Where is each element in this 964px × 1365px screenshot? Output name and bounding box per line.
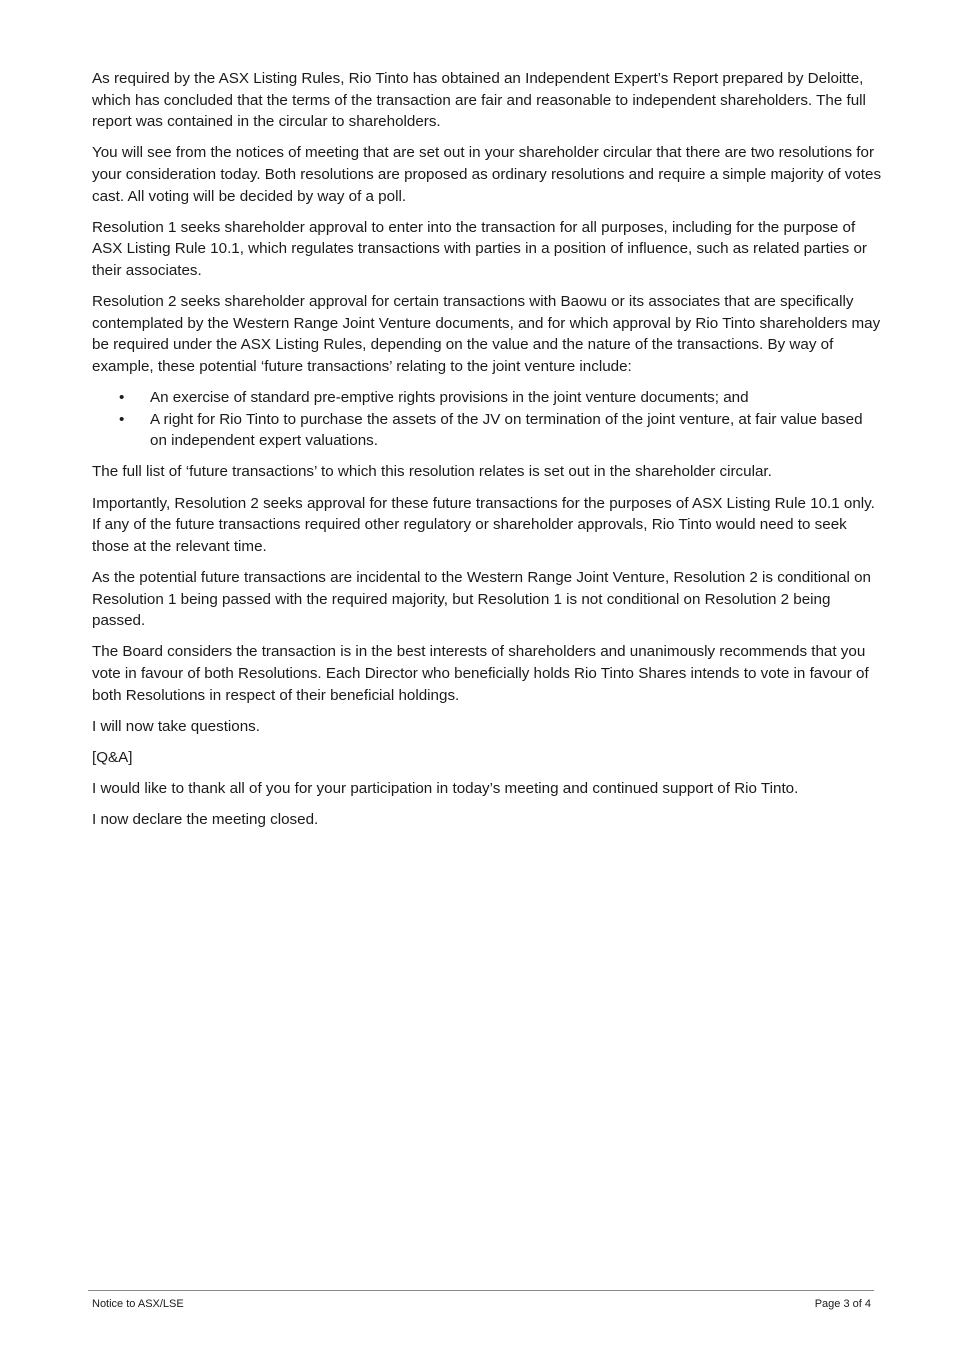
paragraph-notices-of-meeting: You will see from the notices of meeting that are set out in your shareholder circular that there are two resolutions for your consideration today. Both resolutions are proposed as ordinary resolutions and require a simple majority of votes cast. All voting will be decided by way of a poll. xyxy=(92,144,882,205)
list-item xyxy=(92,409,882,452)
paragraph-closing: I now declare the meeting closed. xyxy=(92,811,319,829)
paragraph-thanks: I would like to thank all of you for your participation in today’s meeting and continued support of Rio Tinto. xyxy=(92,780,799,798)
paragraph-listing-rule-10-1: Importantly, Resolution 2 seeks approval for these future transactions for the purposes of ASX Listing Rule 10.1 only. If any of the future transactions required other regulatory or shareholder approvals, Rio Tinto would need to seek those at the relevant time. xyxy=(92,494,875,555)
paragraph-resolution-2: Resolution 2 seeks shareholder approval for certain transactions with Baowu or its associates that are specifically contemplated by the Western Range Joint Venture documents, and for which approval by Rio Tinto shareholders may be required under the ASX Listing Rules, depending on the value and the nature of the transactions. By way of example, these potential ‘future transactions’ relating to the joint venture include: xyxy=(92,293,881,375)
future-transactions-list xyxy=(92,387,882,452)
paragraph-qa: [Q&A] xyxy=(92,748,133,766)
paragraph-resolution-1: Resolution 1 seeks shareholder approval to enter into the transaction for all purposes, including for the purpose of ASX Listing Rule 10.1, which regulates transactions with parties in a position of influence, such as related parties or their associates. xyxy=(92,218,867,279)
bullet-icon: • xyxy=(119,389,125,407)
list-item-text: A right for Rio Tinto to purchase the assets of the JV on termination of the joint venture, at fair value based on independent expert valuations. xyxy=(150,410,863,450)
list-item xyxy=(92,387,882,409)
footer-divider xyxy=(88,1290,874,1291)
paragraph-conditional: As the potential future transactions are incidental to the Western Range Joint Venture, Resolution 2 is conditional on Resolution 1 being passed with the required majority, but Resolution 1 is not conditional on Resolution 2 being passed. xyxy=(92,569,871,630)
paragraph-independent-expert: As required by the ASX Listing Rules, Rio Tinto has obtained an Independent Expert’s Report prepared by Deloitte, which has concluded that the terms of the transaction are fair and reasonable to independent shareholders. The full report was contained in the circular to shareholders. xyxy=(92,70,866,131)
bullet-icon: • xyxy=(119,410,125,428)
paragraph-full-list: The full list of ‘future transactions’ to which this resolution relates is set out in the shareholder circular. xyxy=(92,463,772,481)
paragraph-questions: I will now take questions. xyxy=(92,717,260,735)
paragraph-board-recommendation: The Board considers the transaction is in the best interests of shareholders and unanimously recommends that you vote in favour of both Resolutions. Each Director who beneficially holds Rio Tinto Shares intends to vote in favour of both Resolutions in respect of their beneficial holdings. xyxy=(92,643,869,704)
document-body xyxy=(92,68,882,841)
footer-notice-label: Notice to ASX/LSE xyxy=(92,1298,184,1310)
page-number: Page 3 of 4 xyxy=(814,1298,871,1310)
list-item-text: An exercise of standard pre-emptive rights provisions in the joint venture documents; and xyxy=(150,389,749,407)
